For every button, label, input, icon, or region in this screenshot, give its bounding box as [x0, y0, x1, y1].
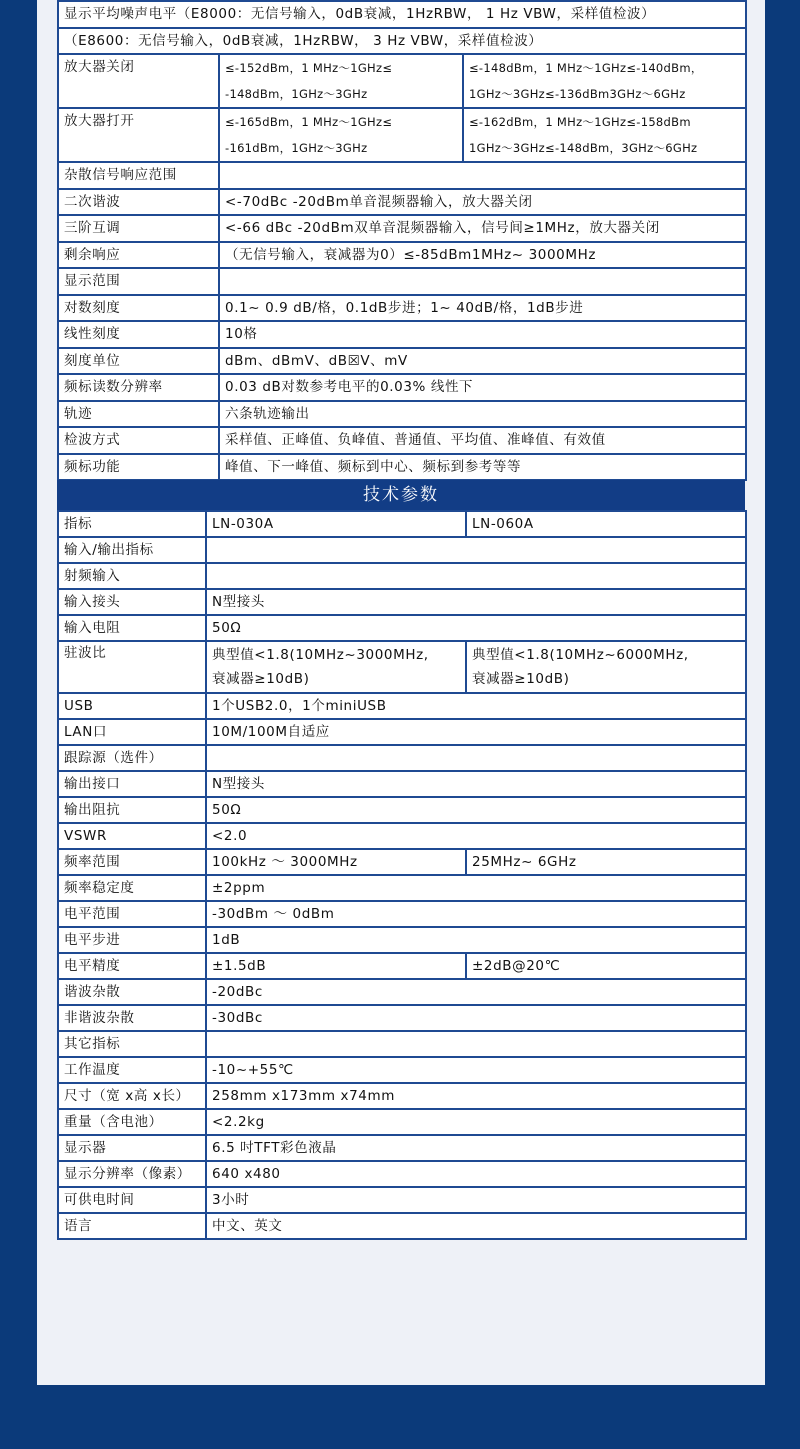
- row-value: 6.5 吋TFT彩色液晶: [206, 1135, 746, 1161]
- noise-level-row-e8600: （E8600：无信号输入，0dB衰减，1HzRBW， 3 Hz VBW，采样值检波）: [58, 28, 746, 55]
- row-label: 尺寸（宽 x高 x长）: [58, 1083, 206, 1109]
- row-value: 50Ω: [206, 797, 746, 823]
- row-label: 其它指标: [58, 1031, 206, 1057]
- spec-row: [58, 927, 746, 953]
- row-label: USB: [58, 693, 206, 719]
- spec-table-params: [57, 510, 747, 1240]
- spec-row: [58, 189, 746, 216]
- row-value: N型接头: [206, 589, 746, 615]
- row-value: dBm、dBmV、dB☒V、mV: [219, 348, 746, 375]
- row-label: 显示分辨率（像素）: [58, 1161, 206, 1187]
- row-label: 二次谐波: [58, 189, 219, 216]
- amp-off-row: [58, 54, 746, 108]
- row-value-ln030a: 100kHz ～ 3000MHz: [206, 849, 466, 875]
- row-label: 谐波杂散: [58, 979, 206, 1005]
- row-value: 50Ω: [206, 615, 746, 641]
- spec-row: [58, 537, 746, 563]
- level-accuracy-row: [58, 953, 746, 979]
- row-label: 射频输入: [58, 563, 206, 589]
- row-value: 0.03 dB对数参考电平的0.03% 线性下: [219, 374, 746, 401]
- spec-row: [58, 745, 746, 771]
- noise-level-row: 显示平均噪声电平（E8000：无信号输入，0dB衰减，1HzRBW， 1 Hz VBW，采样值检波）: [58, 1, 746, 28]
- section-title: 技术参数: [57, 480, 745, 510]
- row-value: 0.1~ 0.9 dB/格，0.1dB步进；1~ 40dB/格，1dB步进: [219, 295, 746, 322]
- row-value: 1dB: [206, 927, 746, 953]
- row-value: 1个USB2.0，1个miniUSB: [206, 693, 746, 719]
- row-label: 频标功能: [58, 454, 219, 481]
- row-label: 检波方式: [58, 427, 219, 454]
- row-value: -30dBm ～ 0dBm: [206, 901, 746, 927]
- row-value: [219, 268, 746, 295]
- row-value: 640 x480: [206, 1161, 746, 1187]
- row-label: 非谐波杂散: [58, 1005, 206, 1031]
- row-label: 放大器打开: [58, 108, 219, 162]
- row-value: N型接头: [206, 771, 746, 797]
- spec-row: [58, 771, 746, 797]
- freq-range-row: [58, 849, 746, 875]
- spec-row: [58, 242, 746, 269]
- spec-row: [58, 979, 746, 1005]
- row-label: 可供电时间: [58, 1187, 206, 1213]
- row-label: VSWR: [58, 823, 206, 849]
- row-label: 剩余响应: [58, 242, 219, 269]
- header-row: [58, 511, 746, 537]
- row-value: 258mm x173mm x74mm: [206, 1083, 746, 1109]
- row-value: <-66 dBc -20dBm双单音混频器输入，信号间≥1MHz，放大器关闭: [219, 215, 746, 242]
- spec-row: [58, 693, 746, 719]
- row-value: 采样值、正峰值、负峰值、普通值、平均值、准峰值、有效值: [219, 427, 746, 454]
- spec-row: [58, 1005, 746, 1031]
- row-label: 语言: [58, 1213, 206, 1239]
- row-label: 刻度单位: [58, 348, 219, 375]
- row-label: 电平步进: [58, 927, 206, 953]
- row-label: LAN口: [58, 719, 206, 745]
- row-value: -20dBc: [206, 979, 746, 1005]
- amp-off-e8000: ≤-152dBm，1 MHz～1GHz≤ -148dBm，1GHz～3GHz: [219, 54, 463, 108]
- row-label: 电平精度: [58, 953, 206, 979]
- row-value: 10M/100M自适应: [206, 719, 746, 745]
- row-label: 输出阻抗: [58, 797, 206, 823]
- spec-row: [58, 875, 746, 901]
- row-value-ln060a: 典型值<1.8(10MHz~6000MHz, 衰减器≥10dB): [466, 641, 746, 693]
- spec-table-top: [57, 0, 747, 481]
- row-label: 三阶互调: [58, 215, 219, 242]
- spec-row: [58, 1083, 746, 1109]
- row-label: 显示范围: [58, 268, 219, 295]
- spec-row: [58, 427, 746, 454]
- row-label: 线性刻度: [58, 321, 219, 348]
- row-value: 3小时: [206, 1187, 746, 1213]
- spec-row: [58, 901, 746, 927]
- row-value: -30dBc: [206, 1005, 746, 1031]
- amp-on-row: [58, 108, 746, 162]
- row-value: [219, 162, 746, 189]
- spec-row: [58, 589, 746, 615]
- row-value: [206, 563, 746, 589]
- row-value: ±2ppm: [206, 875, 746, 901]
- spec-row: [58, 1187, 746, 1213]
- spec-row: [58, 1213, 746, 1239]
- spec-row: [58, 719, 746, 745]
- row-label: 输入电阻: [58, 615, 206, 641]
- spec-row: [58, 1161, 746, 1187]
- amp-on-e8600: ≤-162dBm，1 MHz～1GHz≤-158dBm 1GHz～3GHz≤-148dBm，3GHz～6GHz: [463, 108, 746, 162]
- row-value: 中文、英文: [206, 1213, 746, 1239]
- row-value: [206, 1031, 746, 1057]
- row-value-ln030a: ±1.5dB: [206, 953, 466, 979]
- row-value: 10格: [219, 321, 746, 348]
- amp-on-e8000: ≤-165dBm，1 MHz～1GHz≤ -161dBm，1GHz～3GHz: [219, 108, 463, 162]
- spec-row: [58, 563, 746, 589]
- row-label: 频率范围: [58, 849, 206, 875]
- row-label: 驻波比: [58, 641, 206, 693]
- row-value-ln060a: ±2dB@20℃: [466, 953, 746, 979]
- spec-row: [58, 823, 746, 849]
- row-label: 频标读数分辨率: [58, 374, 219, 401]
- row-value: 六条轨迹输出: [219, 401, 746, 428]
- row-label: 频率稳定度: [58, 875, 206, 901]
- row-label: 工作温度: [58, 1057, 206, 1083]
- amp-off-e8600: ≤-148dBm，1 MHz～1GHz≤-140dBm， 1GHz～3GHz≤-136dBm3GHz～6GHz: [463, 54, 746, 108]
- row-value: <-70dBc -20dBm单音混频器输入，放大器关闭: [219, 189, 746, 216]
- row-value-ln030a: 典型值<1.8(10MHz~3000MHz, 衰减器≥10dB): [206, 641, 466, 693]
- spec-row: [58, 374, 746, 401]
- row-value: （无信号输入，衰减器为0）≤-85dBm1MHz~ 3000MHz: [219, 242, 746, 269]
- row-label: 显示器: [58, 1135, 206, 1161]
- spec-row: [58, 401, 746, 428]
- spec-row: [58, 1057, 746, 1083]
- row-label: 输入接头: [58, 589, 206, 615]
- row-label: 杂散信号响应范围: [58, 162, 219, 189]
- spec-row: [58, 295, 746, 322]
- row-value-ln060a: LN-060A: [466, 511, 746, 537]
- row-label: 跟踪源（选件）: [58, 745, 206, 771]
- row-value: 峰值、下一峰值、频标到中心、频标到参考等等: [219, 454, 746, 481]
- spec-row: [58, 1109, 746, 1135]
- spec-row: [58, 321, 746, 348]
- row-label: 输入/输出指标: [58, 537, 206, 563]
- row-value: <2.2kg: [206, 1109, 746, 1135]
- row-value: [206, 537, 746, 563]
- spec-row: [58, 615, 746, 641]
- row-value-ln060a: 25MHz~ 6GHz: [466, 849, 746, 875]
- row-value: -10~+55℃: [206, 1057, 746, 1083]
- spec-row: [58, 162, 746, 189]
- spec-row: [58, 215, 746, 242]
- row-label: 轨迹: [58, 401, 219, 428]
- row-value: [206, 745, 746, 771]
- spec-row: [58, 1031, 746, 1057]
- row-label: 重量（含电池）: [58, 1109, 206, 1135]
- row-label: 输出接口: [58, 771, 206, 797]
- row-label: 指标: [58, 511, 206, 537]
- row-value-ln030a: LN-030A: [206, 511, 466, 537]
- spec-row: [58, 268, 746, 295]
- row-label: 放大器关闭: [58, 54, 219, 108]
- spec-row: [58, 1135, 746, 1161]
- row-label: 电平范围: [58, 901, 206, 927]
- row-value: <2.0: [206, 823, 746, 849]
- row-label: 对数刻度: [58, 295, 219, 322]
- spec-row: [58, 454, 746, 481]
- vswr-row: [58, 641, 746, 693]
- spec-row: [58, 797, 746, 823]
- spec-row: [58, 348, 746, 375]
